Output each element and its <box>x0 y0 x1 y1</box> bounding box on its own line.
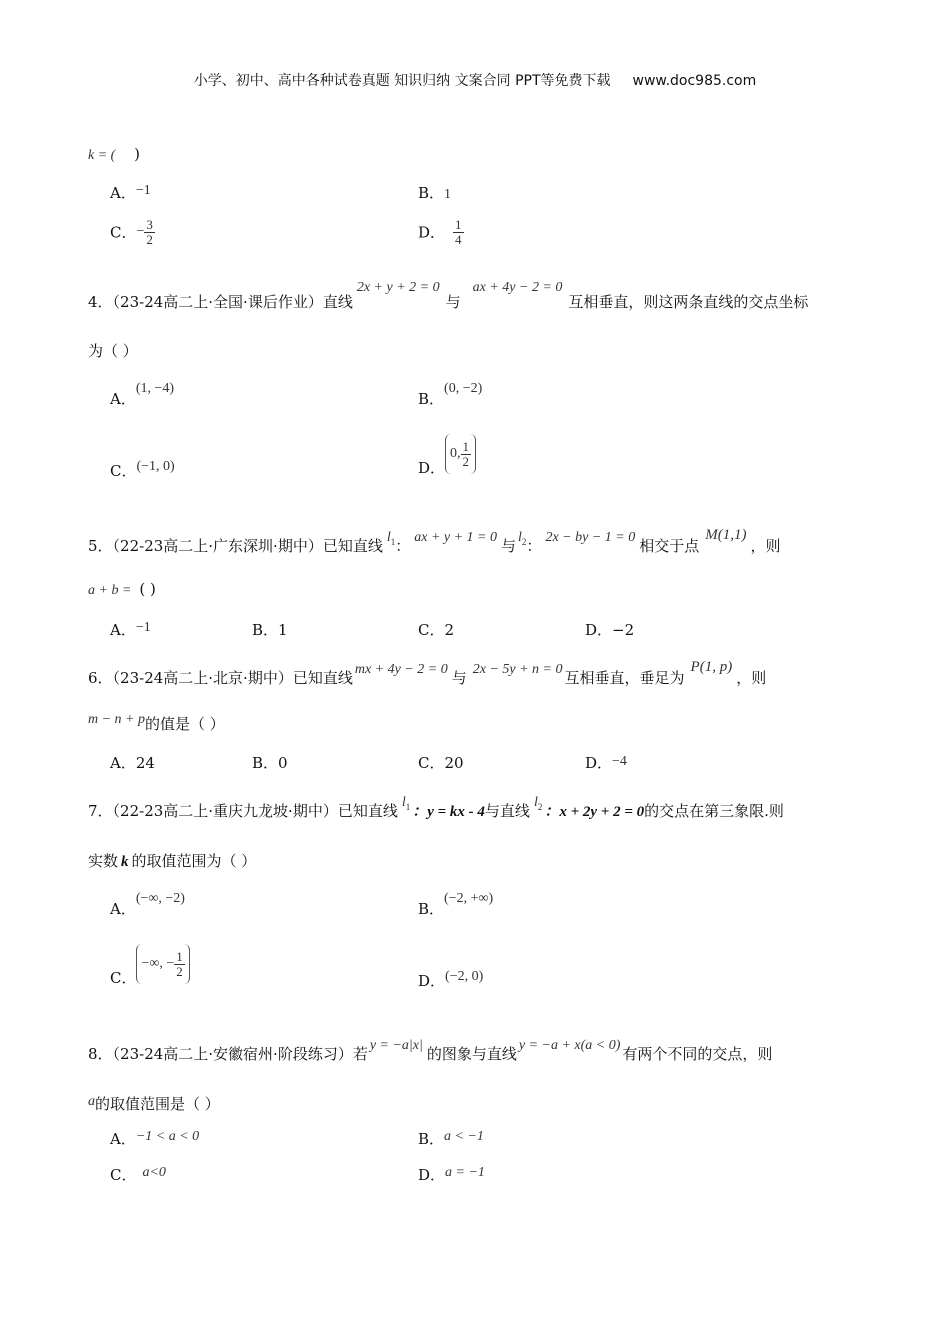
q3-option-c[interactable] <box>110 218 155 246</box>
q4-line1: 2x + y + 2 = 0 <box>356 280 440 295</box>
header-text: 小学、初中、高中各种试卷真题 知识归纳 文案合同 PPT等免费下载 <box>193 73 611 89</box>
q6-mid: 与 <box>451 669 467 687</box>
option-label: D． <box>418 972 446 990</box>
q4-line2: ax + 4y − 2 = 0 <box>472 280 563 295</box>
option-label: B． <box>418 184 445 202</box>
q6-option-c[interactable] <box>418 752 464 773</box>
option-value: a < −1 <box>444 1129 484 1144</box>
q5-option-a[interactable] <box>110 619 151 640</box>
q6-prefix: 6．（23-24高二上·北京·期中）已知直线 <box>88 669 353 687</box>
option-value: (−2, 0) <box>445 969 484 984</box>
q4-prefix: 4．（23-24高二上·全国·课后作业）直线 <box>88 293 353 311</box>
q7-l2: $l_2$ <box>533 795 543 812</box>
q5-stem2-paren: ( ) <box>139 580 156 598</box>
option-label: C． <box>418 754 445 772</box>
q7-option-d[interactable] <box>418 964 484 990</box>
option-value: (0, −2) <box>444 381 483 396</box>
q8-eq1: y = −a|x| <box>369 1038 423 1053</box>
option-fraction: $\frac{3}{2}$ <box>146 217 153 247</box>
option-label: C． <box>110 462 137 480</box>
q8-option-d[interactable] <box>418 1164 485 1185</box>
option-label: D． <box>585 621 613 639</box>
option-label: C． <box>110 223 137 242</box>
option-value: a<0 <box>142 1165 166 1180</box>
option-label: A． <box>110 754 136 772</box>
q3-stem <box>88 145 140 164</box>
q5-mid2: 相交于点 <box>639 537 700 555</box>
q8-prefix: 8．（23-24高二上·安徽宿州·阶段练习）若 <box>88 1045 368 1063</box>
option-label: C． <box>418 621 445 639</box>
option-value: 0 <box>278 754 288 772</box>
q8-eq2: y = −a + x(a < 0) <box>518 1038 621 1053</box>
option-value: (−2, +∞) <box>444 891 494 906</box>
q7-stem <box>88 795 784 822</box>
option-value: −1 <box>135 620 151 635</box>
q5-prefix: 5．（22-23高二上·广东深圳·期中）已知直线 <box>88 537 383 555</box>
q4-stem <box>88 280 809 312</box>
option-label: A． <box>110 184 136 202</box>
q6-stem <box>88 659 767 688</box>
q5-l1: $l_1$ <box>386 530 396 547</box>
q8-stem <box>88 1038 773 1064</box>
q5-stem-line2 <box>88 580 156 599</box>
q7-suffix: 的交点在第三象限.则 <box>644 802 784 820</box>
q7-stem2-post: 的取值范围为（ ） <box>131 852 257 870</box>
q3-stem-close: ) <box>134 145 140 163</box>
q6-stem-line2 <box>88 713 225 734</box>
q8-option-b[interactable] <box>418 1128 484 1149</box>
q4-suffix: 互相垂直，则这两条直线的交点坐标 <box>568 293 809 311</box>
q3-stem-math: k = ( <box>88 148 116 163</box>
q7-option-b[interactable] <box>418 886 494 918</box>
option-value: a = −1 <box>445 1165 485 1180</box>
option-value: 20 <box>444 754 464 772</box>
q5-stem2-math: a + b = <box>88 583 132 598</box>
q5-colon1: ： <box>395 537 411 555</box>
q4-option-c[interactable] <box>110 454 175 480</box>
q7-stem-line2 <box>88 850 256 871</box>
option-value: −1 <box>135 183 151 198</box>
option-value: (1, −4) <box>135 381 175 396</box>
option-paren: −∞, − $\frac{1}{2}$ <box>136 944 189 984</box>
option-value: −1 < a < 0 <box>135 1129 200 1144</box>
option-label: D． <box>585 754 613 772</box>
q8-option-a[interactable] <box>110 1128 199 1149</box>
q6-point: P(1, p) <box>690 659 733 675</box>
q6-option-d[interactable] <box>585 752 627 773</box>
q5-point: M(1,1) <box>705 527 747 543</box>
option-value: (−1, 0) <box>136 459 175 474</box>
q6-option-b[interactable] <box>252 752 288 773</box>
q8-option-c[interactable] <box>110 1164 166 1185</box>
q7-option-c[interactable] <box>110 944 190 987</box>
q5-option-d[interactable] <box>585 619 634 640</box>
option-paren: 0, $\frac{1}{2}$ <box>445 434 476 474</box>
q6-mid2: 互相垂直，垂足为 <box>564 669 685 687</box>
q7-eq1: ：y = kx - 4 <box>412 804 485 820</box>
header-site-link[interactable]: www.doc985.com <box>632 73 757 89</box>
q8-stem2-text: 的取值范围是（ ） <box>95 1095 220 1113</box>
q5-colon2: ： <box>526 537 542 555</box>
q8-mid: 的图象与直线 <box>426 1045 517 1063</box>
option-label: B． <box>252 754 279 772</box>
option-label: A． <box>110 1130 136 1148</box>
q7-stem2-pre: 实数 <box>88 852 119 870</box>
q5-mid: 与 <box>501 537 517 555</box>
option-value: 2 <box>444 621 455 639</box>
q6-stem2-text: 的值是（ ） <box>145 715 225 733</box>
option-label: C． <box>110 1166 137 1184</box>
q3-option-d[interactable] <box>418 218 464 246</box>
option-label: A． <box>110 390 136 408</box>
q8-stem-line2 <box>88 1093 220 1114</box>
q7-eq2: ：x + 2y + 2 = 0 <box>544 804 645 820</box>
q4-mid: 与 <box>445 293 461 311</box>
q5-eq1: ax + y + 1 = 0 <box>414 530 498 545</box>
option-label: A． <box>110 900 136 918</box>
q6-eq1: mx + 4y − 2 = 0 <box>354 662 448 677</box>
q3-option-b[interactable] <box>418 182 451 203</box>
option-label: A． <box>110 621 136 639</box>
q3-option-a[interactable] <box>110 182 151 203</box>
q7-prefix: 7．（22-23高二上·重庆九龙坡·期中）已知直线 <box>88 802 398 820</box>
q6-stem2-math: m − n + p <box>88 712 146 727</box>
q5-stem <box>88 527 781 557</box>
q4-option-d[interactable] <box>418 434 476 477</box>
q7-mid: 与直线 <box>484 802 530 820</box>
q7-option-a[interactable] <box>110 886 185 918</box>
option-label: D． <box>418 1166 446 1184</box>
q5-suffix: ，则 <box>750 537 781 555</box>
option-sign: − <box>136 224 145 240</box>
option-label: D． <box>418 459 446 477</box>
page-header <box>0 70 950 90</box>
option-value: 1 <box>278 621 288 639</box>
q4-stem-line2: 为（ ） <box>88 342 138 360</box>
option-value: 24 <box>135 754 155 772</box>
option-label: B． <box>418 1130 445 1148</box>
q6-suffix: ，则 <box>736 669 767 687</box>
option-value: (−∞, −2) <box>135 891 185 906</box>
option-label: C． <box>110 969 137 987</box>
q7-stem2-k: k <box>121 854 129 870</box>
q5-option-c[interactable] <box>418 619 454 640</box>
option-label: B． <box>252 621 279 639</box>
option-value: 1 <box>444 187 452 202</box>
q4-option-b[interactable] <box>418 376 483 408</box>
option-value: −2 <box>612 621 635 639</box>
q8-stem2-math: a <box>88 1094 95 1109</box>
q6-eq2: 2x − 5y + n = 0 <box>472 662 563 677</box>
option-value: −4 <box>612 754 627 769</box>
option-label: D． <box>418 223 446 242</box>
q5-eq2: 2x − by − 1 = 0 <box>545 530 636 545</box>
option-fraction: $\frac{1}{4}$ <box>455 217 462 247</box>
option-label: B． <box>418 390 445 408</box>
option-label: B． <box>418 900 445 918</box>
q8-suffix: 有两个不同的交点，则 <box>622 1045 773 1063</box>
q6-option-a[interactable] <box>110 752 155 773</box>
q7-l1: $l_1$ <box>401 795 411 812</box>
q4-option-a[interactable] <box>110 376 175 408</box>
q5-l2: $l_2$ <box>518 530 527 547</box>
q5-option-b[interactable] <box>252 619 288 640</box>
